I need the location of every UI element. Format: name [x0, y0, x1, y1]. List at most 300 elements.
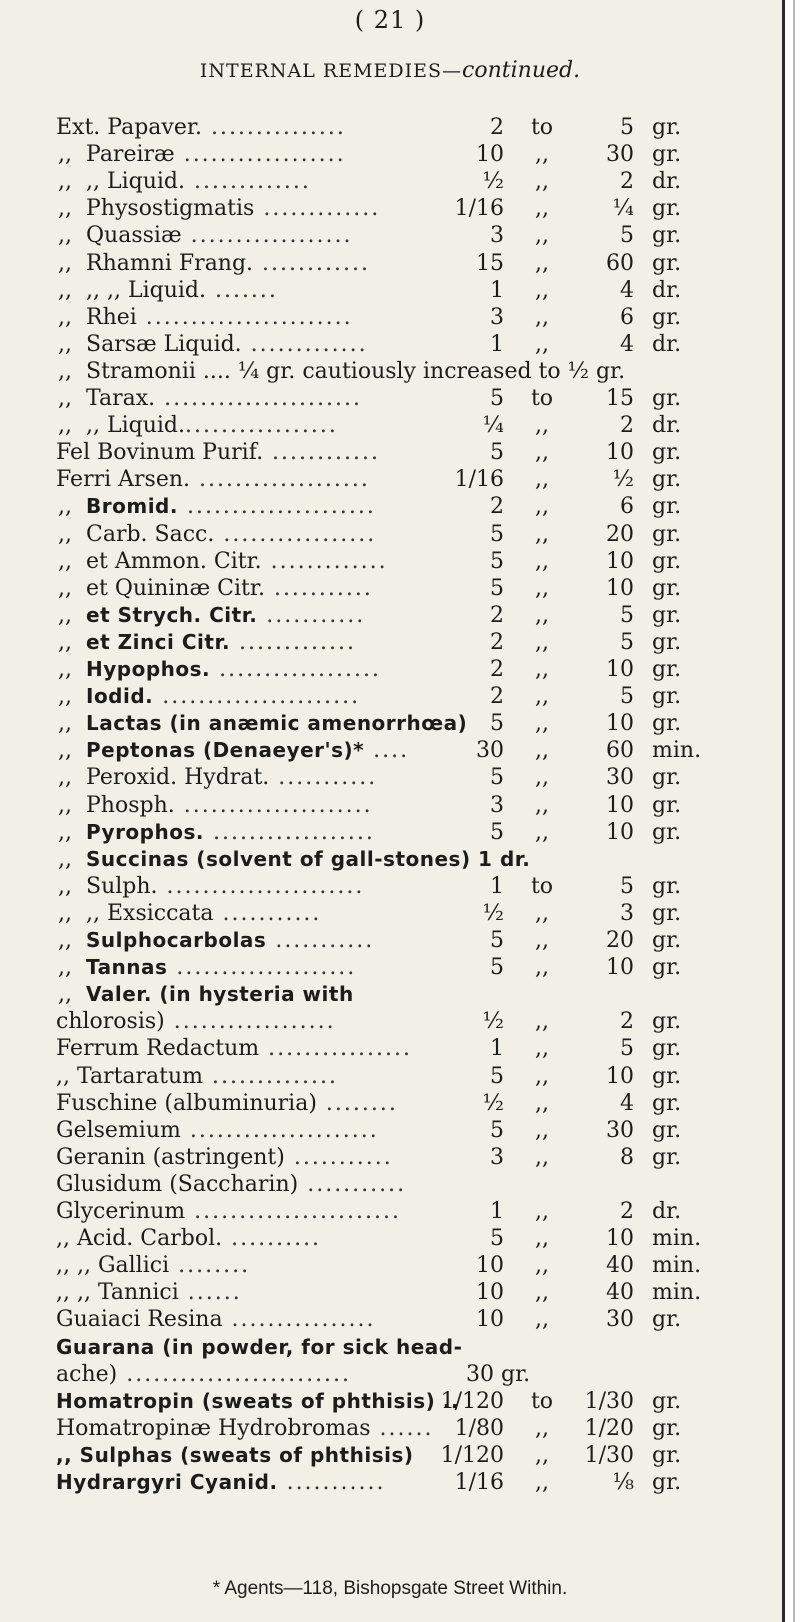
remedy-name [86, 278, 287, 303]
leader-dots: ........... [213, 900, 331, 926]
ditto-mark: ,, [58, 169, 72, 195]
leader-dots: ...................... [155, 386, 371, 411]
remedy-name [86, 386, 371, 411]
dose-min: 1 [490, 277, 504, 303]
leader-dots: .................. [210, 657, 391, 682]
list-item [0, 1470, 782, 1500]
dose-unit: gr. [652, 548, 682, 574]
remedy-name [86, 494, 385, 519]
dose-unit: gr. [652, 223, 682, 249]
remedy-name [56, 1009, 345, 1034]
leader-dots: .................... [167, 955, 366, 981]
dose-unit: gr. [652, 928, 682, 953]
dose-min: 1/16 [454, 196, 504, 222]
dose-separator: ,, [535, 1442, 549, 1468]
dose-min: 5 [490, 1226, 504, 1252]
dose-separator: ,, [535, 602, 549, 628]
remedy-name-text: Rhamni Frang. [86, 250, 254, 276]
list-item [0, 955, 782, 985]
dose-max: 1/30 [584, 1388, 634, 1414]
remedy-name-text: ,, ,, Gallici [56, 1253, 170, 1279]
dose-max: 30 [606, 765, 634, 791]
remedy-name-text: Pareiræ [86, 142, 175, 168]
dose-max: 10 [606, 1063, 634, 1089]
dose-min: 10 [476, 1253, 504, 1279]
dose-max: 5 [620, 115, 634, 140]
dose-max: 30 [606, 1117, 634, 1143]
ditto-mark: ,, [58, 657, 72, 682]
leader-dots: ....................... [136, 304, 362, 330]
leader-dots: .................. [181, 223, 362, 249]
list-item [0, 359, 782, 389]
dose-unit: min. [652, 1280, 702, 1306]
dose-separator: ,, [535, 196, 549, 222]
dose-unit: gr. [652, 873, 682, 899]
dose-max: 20 [606, 521, 634, 547]
leader-dots: ............. [261, 548, 397, 574]
dose-max: ½ [612, 467, 634, 493]
dose-max: 40 [606, 1253, 634, 1279]
leader-dots: ...................... [153, 684, 370, 710]
dose-unit: gr. [652, 1307, 682, 1333]
remedy-name [56, 467, 379, 492]
dose-separator: ,, [535, 413, 549, 439]
leader-dots: ......................... [117, 1361, 361, 1387]
dose-min: 3 [490, 304, 504, 330]
dose-max: 10 [606, 955, 634, 981]
ditto-mark: ,, [58, 521, 72, 547]
dose-separator: ,, [535, 1063, 549, 1089]
list-item [0, 1009, 782, 1039]
dose-separator: ,, [535, 142, 549, 168]
list-item [0, 1280, 782, 1310]
dose-min: 3 [490, 1144, 504, 1170]
dose-min: 1 [490, 873, 504, 899]
dose-separator: ,, [535, 277, 549, 303]
remedy-name [86, 982, 354, 1007]
leader-dots: ........... [277, 1470, 395, 1495]
dose-min: 5 [490, 765, 504, 791]
dose-separator: ,, [535, 1470, 549, 1495]
dose-separator: ,, [535, 684, 549, 710]
dose-max: 5 [620, 629, 634, 655]
dose-unit: gr. [652, 1442, 682, 1468]
dose-separator: ,, [535, 955, 549, 981]
remedy-name-text: ,, Sulphas (sweats of phthisis) [56, 1442, 414, 1467]
leader-dots: .................. [174, 142, 355, 168]
dose-min: 1 [490, 1036, 504, 1062]
dose-min: 5 [490, 575, 504, 601]
remedy-name-text: ,, Liquid. [86, 169, 185, 195]
remedy-name-text: Hydrargyri Cyanid. [56, 1470, 278, 1494]
remedy-name-text: Lactas (in anæmic amenorrhœa) [86, 711, 468, 736]
list-item [0, 684, 782, 714]
dose-unit: gr. [652, 602, 682, 628]
remedy-name-text: Rhei [86, 304, 137, 330]
dose-unit: gr. [652, 1090, 682, 1116]
dose-unit: gr. [652, 386, 682, 411]
dose-unit: dr. [652, 331, 682, 357]
remedy-name [86, 955, 365, 980]
leader-dots: ........ [169, 1253, 260, 1279]
leader-dots: ........... [298, 1171, 416, 1197]
remedy-name [86, 738, 418, 763]
dose-min: 10 [476, 1280, 504, 1306]
dose-min: 5 [490, 440, 504, 466]
dose-max: 4 [620, 277, 634, 303]
list-item [0, 982, 782, 1012]
dose-unit: gr. [652, 765, 682, 791]
list-item [0, 630, 782, 660]
remedy-name [56, 1443, 414, 1468]
dose-max: 2 [620, 169, 634, 195]
ditto-mark: ,, [58, 873, 72, 899]
list-item [0, 1118, 782, 1148]
dose-max: 5 [620, 223, 634, 249]
ditto-mark: ,, [58, 304, 72, 330]
leader-dots: ........... [266, 928, 384, 953]
remedy-name [86, 793, 382, 818]
remedy-name-text: Phosph. [86, 792, 175, 818]
remedy-name-text: Gelsemium [56, 1117, 181, 1143]
dose-max: 2 [620, 1199, 634, 1224]
page-number: ( 21 ) [354, 6, 426, 34]
dose-unit: gr. [652, 657, 682, 682]
dose-unit: gr. [652, 1388, 682, 1414]
dose-unit: min. [652, 738, 702, 764]
dose-separator: ,, [535, 1415, 549, 1441]
dose-unit: gr. [652, 900, 682, 926]
list-item [0, 142, 782, 172]
dose-unit: gr. [652, 955, 682, 981]
dose-unit: dr. [652, 1199, 682, 1224]
leader-dots: ...................... [157, 873, 374, 899]
remedy-name [56, 1172, 415, 1197]
dose-min: 1/120 [440, 1442, 504, 1468]
list-item [0, 1036, 782, 1066]
list-item [0, 928, 782, 958]
remedy-name [86, 576, 382, 601]
list-item [0, 522, 782, 552]
ditto-mark: ,, [58, 548, 72, 574]
dose-separator: ,, [535, 223, 549, 249]
ditto-mark: ,, [58, 575, 72, 601]
dose-max: 6 [620, 304, 634, 330]
remedy-name [56, 1064, 347, 1089]
remedy-name [56, 1226, 330, 1251]
dose-min: 5 [490, 819, 504, 845]
dose-min: 10 [476, 142, 504, 168]
list-item [0, 413, 782, 443]
leader-dots: ........... [269, 765, 387, 791]
remedy-name-text: chlorosis) [56, 1009, 165, 1035]
remedy-name [56, 1389, 468, 1414]
dose-max: 10 [606, 575, 634, 601]
footnote: * Agents—118, Bishopsgate Street Within. [212, 1578, 568, 1599]
leader-dots: ..................... [174, 792, 382, 818]
dose-min: 2 [490, 494, 504, 520]
dose-unit: gr. [652, 684, 682, 710]
remedy-name-text: ,, ,, Tannici [56, 1280, 179, 1306]
list-item [0, 1064, 782, 1094]
remedy-name [86, 522, 385, 547]
dose-unit: gr. [652, 1144, 682, 1170]
dose-unit: min. [652, 1226, 702, 1252]
remedy-name-text: et Ammon. Citr. [86, 548, 262, 574]
remedy-name [86, 359, 625, 384]
leader-dots: ....... [205, 277, 287, 303]
dose-separator: ,, [535, 629, 549, 655]
leader-dots: .......... [222, 1226, 331, 1252]
dose-separator: to [530, 386, 554, 411]
remedy-name-text: Stramonii .... ¼ gr. cautiously increased to ½ gr. [86, 358, 626, 384]
remedy-name [86, 603, 374, 628]
dose-separator: ,, [535, 711, 549, 737]
ditto-mark: ,, [58, 684, 72, 710]
leader-dots: ............... [201, 115, 355, 140]
dose-min: 1 [490, 331, 504, 357]
remedy-name-text: Physostigmatis [86, 196, 255, 222]
remedy-name-text: Bromid. [86, 494, 178, 519]
remedy-name [56, 440, 389, 465]
dose-separator: ,, [535, 1090, 549, 1116]
dose-unit: gr. [652, 467, 682, 493]
dose-max: 1/30 [584, 1442, 634, 1468]
remedy-name-text: Glycerinum [56, 1199, 186, 1224]
leader-dots: ............. [185, 169, 320, 195]
ditto-mark: ,, [58, 277, 72, 303]
remedy-name-text: Succinas (solvent of gall-stones) 1 dr. [86, 846, 531, 871]
leader-dots: ............. [254, 196, 390, 222]
dose-max: 10 [606, 1226, 634, 1252]
remedy-name-text: Fuschine (albuminuria) [56, 1090, 317, 1116]
dose-min: 5 [490, 386, 504, 411]
remedy-name [56, 115, 355, 140]
leader-dots: ................... [190, 467, 379, 493]
dose-unit: gr. [652, 494, 682, 520]
dose-min: 1/120 [440, 1388, 504, 1414]
remedy-name-text: Sarsæ Liquid. [86, 331, 242, 357]
list-item [0, 196, 782, 226]
ditto-mark: ,, [58, 386, 72, 411]
dose-unit: gr. [652, 142, 682, 168]
leader-dots: ........... [257, 602, 375, 628]
ditto-mark: ,, [58, 629, 72, 655]
dose-min: 5 [490, 521, 504, 547]
dose-min: 5 [490, 548, 504, 574]
dose-separator: to [530, 115, 554, 140]
remedy-name [86, 630, 365, 655]
dose-max: 20 [606, 928, 634, 953]
dose-separator: ,, [535, 331, 549, 357]
list-item [0, 494, 782, 524]
remedy-name [86, 305, 362, 330]
leader-dots: ....................... [185, 1199, 410, 1224]
leader-dots: ..................... [180, 1117, 388, 1143]
remedy-name [86, 711, 476, 736]
dose-min: 5 [490, 1117, 504, 1143]
remedy-name [56, 1335, 462, 1360]
remedy-name-text: ache) [56, 1361, 118, 1387]
remedy-name [86, 684, 369, 709]
list-item [0, 1362, 782, 1392]
dose-min: 5 [490, 1063, 504, 1089]
leader-dots: ................ [259, 1036, 422, 1062]
dose-max: 10 [606, 548, 634, 574]
dose-min: 10 [476, 1307, 504, 1333]
ditto-mark: ,, [58, 711, 72, 737]
page-edge [782, 0, 800, 1622]
leader-dots: ........ [316, 1090, 407, 1116]
dose-max: 10 [606, 711, 634, 737]
remedy-name-text: Homatropinæ Hydrobromas [56, 1415, 371, 1441]
ditto-mark: ,, [58, 928, 72, 953]
dose-max: 60 [606, 738, 634, 764]
remedy-name-text: ,, Exsiccata [86, 900, 214, 926]
dose-min: ¼ [482, 413, 504, 439]
list-item [0, 1416, 782, 1446]
ditto-mark: ,, [58, 494, 72, 520]
remedy-name-text: Geranin (astringent) [56, 1144, 285, 1170]
list-item [0, 1389, 782, 1419]
remedy-name-text: Valer. (in hysteria with [86, 982, 354, 1007]
remedy-name [86, 251, 379, 276]
leader-dots: ............ [253, 250, 379, 276]
leader-dots: .... [364, 738, 419, 764]
dose-separator: to [530, 1388, 554, 1414]
dose-max: 10 [606, 440, 634, 466]
dose-min: 2 [490, 629, 504, 655]
ditto-mark: ,, [58, 142, 72, 168]
dose-unit: gr. [652, 115, 682, 140]
remedy-name-text: Homatropin (sweats of phthisis) .. [56, 1388, 459, 1413]
ditto-mark: ,, [58, 982, 72, 1008]
list-item [0, 1145, 782, 1175]
list-item [0, 115, 782, 145]
dose-unit: gr. [652, 1415, 682, 1441]
dose-min: ½ [482, 1090, 504, 1116]
dose-unit: gr. [652, 711, 682, 737]
leader-dots: .................. [164, 1009, 345, 1035]
remedy-name-text: ,, Tartaratum [56, 1063, 204, 1089]
remedy-name [56, 1362, 360, 1387]
leader-dots: ............ [263, 440, 389, 466]
remedy-name-text: Quassiæ [86, 223, 182, 249]
remedy-name-text: Tannas [86, 955, 168, 980]
leader-dots: ........... [264, 575, 382, 601]
remedy-name-text: Tarax. [86, 386, 156, 411]
remedy-name [56, 1253, 259, 1278]
remedy-name-text: Peptonas (Denaeyer's)* [86, 738, 365, 763]
dose-max: 2 [620, 413, 634, 439]
dose-min: 5 [490, 928, 504, 953]
dose-min: 1/16 [454, 1470, 504, 1495]
remedy-name-text: Pyrophos. [86, 819, 204, 844]
remedy-name [86, 142, 355, 167]
remedy-name [56, 1280, 251, 1305]
dose-separator: ,, [535, 792, 549, 818]
remedy-name-text: et Zinci Citr. [86, 629, 231, 654]
remedy-name [86, 413, 347, 438]
remedy-name [86, 196, 389, 221]
remedy-name [86, 223, 362, 248]
dose-min: 30 gr. [466, 1361, 531, 1387]
ditto-mark: ,, [58, 223, 72, 249]
list-item [0, 1443, 782, 1473]
list-item [0, 1307, 782, 1337]
dose-min: 5 [490, 711, 504, 737]
remedy-name [56, 1416, 443, 1441]
ditto-mark: ,, [58, 413, 72, 439]
remedy-name [86, 657, 390, 682]
leader-dots: ................ [222, 1307, 385, 1333]
dose-max: 5 [620, 873, 634, 899]
dose-unit: gr. [652, 629, 682, 655]
dose-max: 4 [620, 331, 634, 357]
dose-min: 2 [490, 602, 504, 628]
list-item [0, 765, 782, 795]
dose-separator: ,, [535, 169, 549, 195]
remedy-name-text: Ext. Papaver. [56, 115, 202, 140]
remedy-name-text: Peroxid. Hydrat. [86, 765, 270, 791]
remedy-name [86, 549, 397, 574]
dose-max: 30 [606, 142, 634, 168]
dose-max: 5 [620, 684, 634, 710]
dose-separator: ,, [535, 1144, 549, 1170]
dose-max: 5 [620, 602, 634, 628]
dose-min: 3 [490, 792, 504, 818]
dose-separator: ,, [535, 1117, 549, 1143]
leader-dots: .................. [203, 819, 384, 845]
ditto-mark: ,, [58, 792, 72, 818]
dose-separator: ,, [535, 548, 549, 574]
list-item [0, 223, 782, 253]
dose-max: 1/20 [584, 1415, 634, 1441]
remedy-name-text: Hypophos. [86, 657, 211, 681]
dose-unit: min. [652, 1253, 702, 1279]
dose-separator: to [530, 873, 554, 899]
dose-min: ½ [482, 169, 504, 195]
leader-dots: ................. [185, 413, 347, 439]
dose-unit: dr. [652, 413, 682, 439]
running-head-text: INTERNAL REMEDIES— [199, 60, 463, 82]
ditto-mark: ,, [58, 738, 72, 764]
leader-dots: ................. [214, 521, 386, 547]
remedy-name [86, 928, 383, 953]
dose-separator: ,, [535, 467, 549, 493]
dose-max: 10 [606, 792, 634, 818]
dose-unit: gr. [652, 575, 682, 601]
ditto-mark: ,, [58, 602, 72, 628]
list-item [0, 874, 782, 904]
leader-dots: ...... [178, 1280, 251, 1306]
dose-max: 4 [620, 1090, 634, 1116]
dose-separator: ,, [535, 900, 549, 926]
list-item [0, 901, 782, 931]
dose-min: 30 [476, 738, 504, 764]
dose-unit: gr. [652, 304, 682, 330]
running-head [0, 58, 780, 83]
list-item [0, 1335, 782, 1365]
list-item [0, 657, 782, 687]
dose-min: 2 [490, 657, 504, 682]
remedy-name [56, 1470, 395, 1495]
remedy-name-text: ,, ,, Liquid. [86, 277, 206, 303]
dose-min: 2 [490, 115, 504, 140]
dose-separator: ,, [535, 1009, 549, 1035]
list-item [0, 1253, 782, 1283]
remedy-name [56, 1307, 384, 1332]
